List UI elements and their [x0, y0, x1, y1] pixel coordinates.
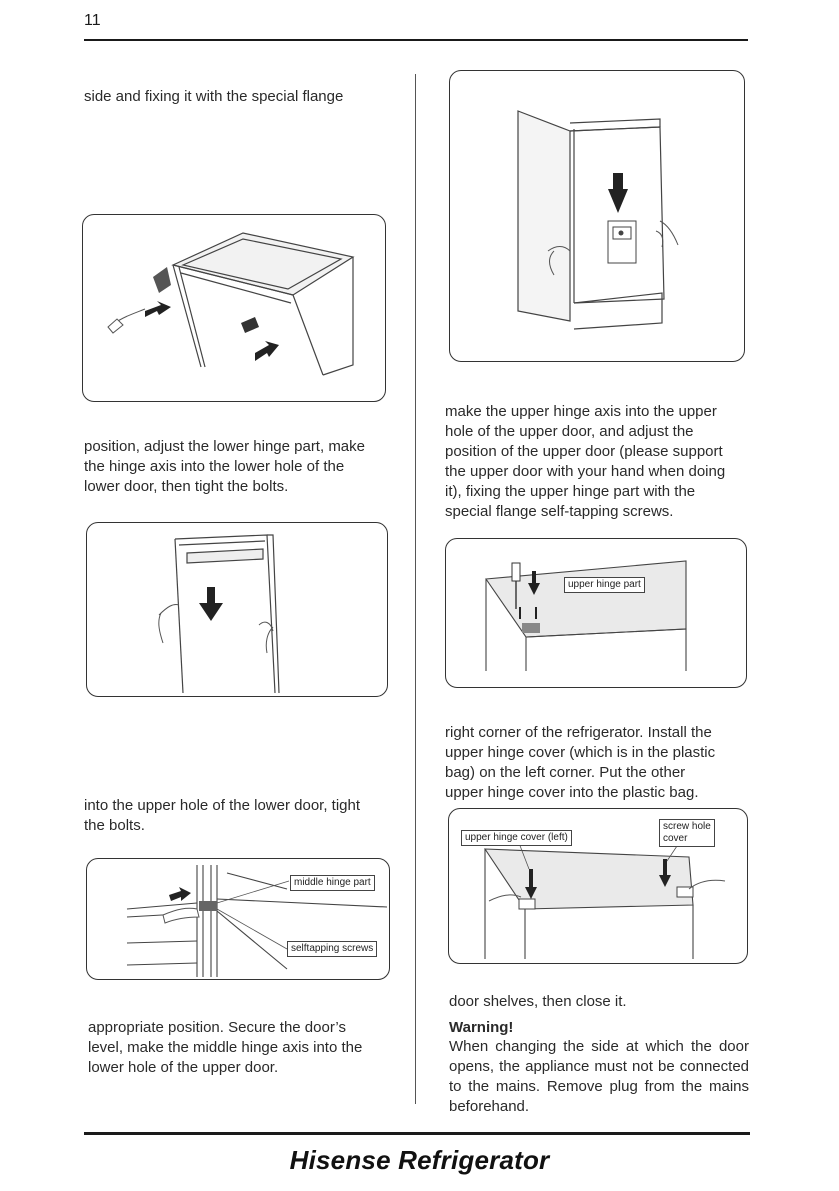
left-text-2 — [84, 437, 365, 497]
right-text-1-line: hole of the upper door, and adjust the — [445, 423, 694, 440]
right-text-2-line: upper hinge cover into the plastic bag. — [445, 784, 699, 801]
left-text-2-line: position, adjust the lower hinge part, make — [84, 438, 365, 455]
left-text-3 — [84, 796, 360, 836]
fridge-top-illustration — [83, 215, 385, 401]
left-text-3-line: the bolts. — [84, 817, 145, 834]
left-text-4 — [88, 1018, 362, 1078]
middle-hinge-label: middle hinge part — [290, 875, 375, 891]
left-text-4-line: lower hole of the upper door. — [88, 1059, 279, 1076]
figure-upper-door — [449, 70, 745, 362]
figure-lower-hinge-flange — [82, 214, 386, 402]
right-text-3: door shelves, then close it. — [449, 993, 627, 1010]
right-text-1-line: position of the upper door (please support — [445, 443, 723, 460]
right-text-1-line: make the upper hinge axis into the upper — [445, 403, 717, 420]
upper-hinge-label: upper hinge part — [564, 577, 645, 593]
right-text-2-line: bag) on the left corner. Put the other — [445, 764, 686, 781]
right-text-1-line: it), fixing the upper hinge part with the — [445, 483, 696, 500]
warning-text: When changing the side at which the door opens, the appliance must not be connected to the mains. Remove plug from the mains beforehand. — [449, 1038, 749, 1115]
right-text-2 — [445, 723, 715, 803]
figure-hinge-covers — [448, 808, 748, 964]
right-text-1 — [445, 402, 725, 522]
column-divider — [415, 74, 416, 1104]
screw-hole-cover-line: screw hole — [663, 821, 711, 832]
right-text-1-line: the upper door with your hand when doing — [445, 463, 726, 480]
upper-hinge-illustration — [446, 539, 746, 687]
left-text-4-line: appropriate position. Secure the door’s — [88, 1019, 346, 1036]
lower-door-illustration — [87, 523, 387, 696]
footer-rule — [84, 1132, 750, 1135]
left-text-1: side and fixing it with the special flange — [84, 88, 344, 105]
brand-footer: Hisense Refrigerator — [289, 1145, 550, 1175]
figure-lower-door — [86, 522, 388, 697]
right-text-2-line: upper hinge cover (which is in the plastic — [445, 744, 716, 761]
right-text-1-line: special flange self-tapping screws. — [445, 503, 674, 520]
warning-title: Warning! — [449, 1019, 514, 1036]
right-text-2-line: right corner of the refrigerator. Install the — [445, 724, 712, 741]
header-rule — [84, 39, 748, 41]
upper-door-illustration — [450, 71, 744, 361]
left-text-2-line: the hinge axis into the lower hole of the — [84, 458, 345, 475]
screw-hole-cover-line: cover — [663, 833, 688, 844]
figure-upper-hinge — [445, 538, 747, 688]
upper-hinge-cover-left-label: upper hinge cover (left) — [461, 830, 572, 846]
left-text-2-line: lower door, then tight the bolts. — [84, 478, 289, 495]
left-text-4-line: level, make the middle hinge axis into the — [88, 1039, 363, 1056]
left-text-3-line: into the upper hole of the lower door, tight — [84, 797, 361, 814]
selftapping-screws-label: selftapping screws — [287, 941, 377, 957]
page-number: 11 — [84, 12, 101, 29]
screw-hole-cover-label — [659, 819, 715, 847]
figure-middle-hinge — [86, 858, 390, 980]
